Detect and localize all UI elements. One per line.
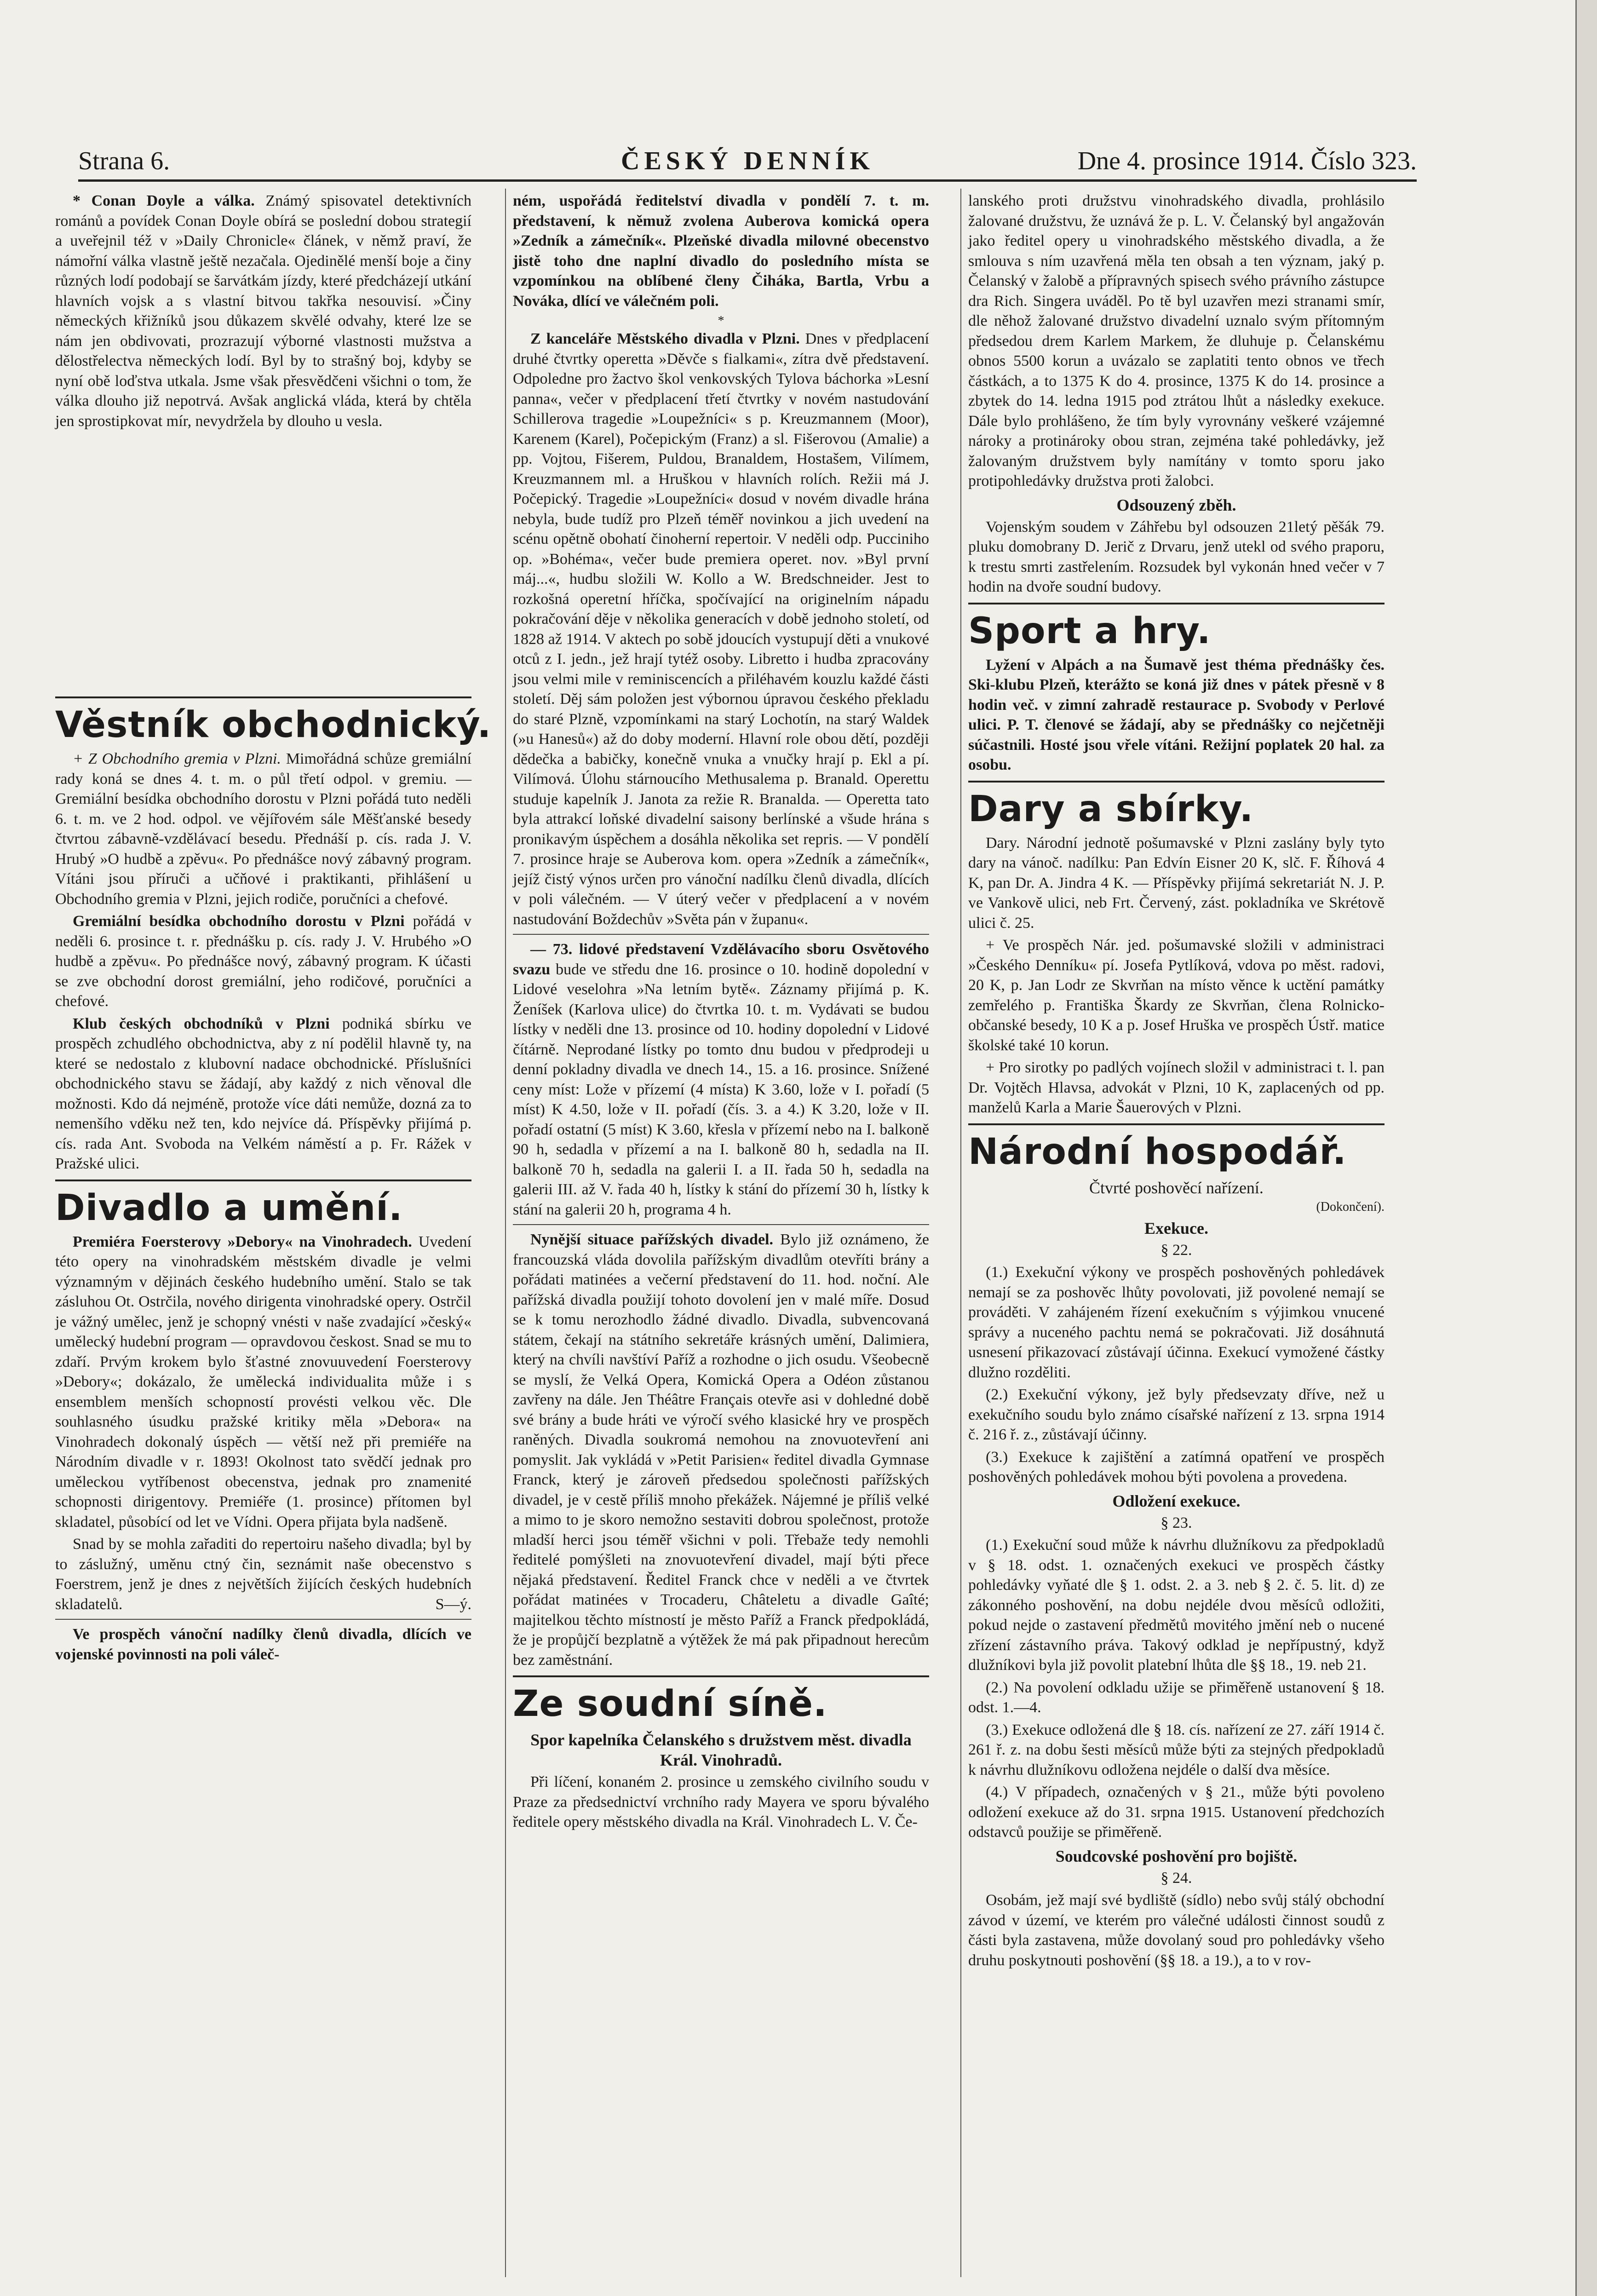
subsection-exekuce: Exekuce. <box>1144 1219 1208 1237</box>
paragraph-text: (2.) Exekuční výkony, jež byly předsevzaty dříve, než u exekučního soudu bylo známo císařské nařízení z 13. srpna 1914 č. 216 ř. z., zůstávají účinny. <box>968 1386 1384 1443</box>
column-1 <box>55 191 492 1667</box>
article-klub <box>55 1014 471 1174</box>
newspaper-title: ČESKÝ DENNÍK <box>621 147 874 175</box>
section-rule <box>968 603 1384 604</box>
article-title-ctvrte: Čtvrté poshověcí nařízení. <box>1089 1178 1264 1197</box>
article-sport: Lyžení v Alpách a na Šumavě jest théma přednášky čes. Ski-klubu Plzeň, kterážto se koná již dnes v pátek přesně v 8 hodin več. v zimní zahradě restaurace p. Svobody v Perlové ulici. P. T. členové se žádají, aby se přednášky co nejčetněji súčastnili. Hosté jsou vřele vítáni. Režijní poplatek 20 hal. za osobu. <box>968 656 1384 773</box>
article-kancelar <box>513 329 929 929</box>
article-text: pořádá v neděli 6. prosince t. r. přednášku p. cís. rady J. V. Hrubého »O hudbě a zpěvu«. Po přednášce nový, zábavný program. K účasti se zve obchodní dorost gremiální, jeho rodičové, poručníci a chefové. <box>55 913 471 1010</box>
article-text: bude ve středu dne 16. prosince o 10. hodině dopolední v Lidové veselohra »Na letním bytě«. Záznamy přijímá p. K. Ženíšek (Karlova ulice) do čtvrtka 10. t. m. Vydávati se budou lístky v neděli dne 13. prosince od 10. hodiny dopolední v Lidové čítárně. Neprodané lístky po tomto dnu budou v předprodeji u denní pokladny divadla ve dnech 14., 15. a 16. prosince. Snížené ceny míst: Lože v přízemí (4 místa) K 3.60, lože v I. pořadí (5 míst) K 4.50, lože v II. pořadí (čís. 3. a 4.) K 3.20, lože v II. pořadí ostatní (5 míst) K 3.60, křesla v přízemí nebo na I. balkoně 90 h, sedadla v přízemí a na I. balkoně 80 h, sedadla na II. balkoně 70 h, sedadla na galerii I. a II. řada 50 h, sedadla na galerii III. až V. řada 40 h, lístky k stání do přízemí 30 h, lístky k stání na galerii 20 h, programa 4 h. <box>513 961 929 1218</box>
article-text: podniká sbírku ve prospěch zchudlého obchodnictva, aby z ní podělil hlavně ty, na které se nedostalo z klubovní nadace obchodnické. Příslušníci obchodnického stavu se žádají, aby každý z nich věnoval dle možnosti. Kdo dá nejméně, protože více dáti nemůže, dozná za to nemenšího vděku než ten, kdo nejvíce dá. Příspěvky přijímá p. cís. rada Ant. Svoboda na Velkém náměstí a p. Fr. Rážek v Pražské ulici. <box>55 1015 472 1172</box>
paragraph-text: (1.) Exekuční soud může k návrhu dlužníkovu za předpokladů v § 18. odst. 1. označených exekuci ve prospěch částky pohledávky vyňaté dle § 1. odst. 2. a 3. neb § 2. č. 5. lit. d) ze zákonného poshovění, na dobu nejdéle dvou měsíců odložiti, pokud nejde o zastavení předmětů movitého jmění neb o nucené zřízení zástavního práva. Takový odklad je nepřípustný, když dlužníkovi byla již povolit platební lhůta dle §§ 18., 19. neb 21. <box>968 1536 1384 1674</box>
separator-star: * <box>718 314 724 328</box>
scan-edge <box>1577 0 1597 2296</box>
section-rule <box>513 1675 929 1677</box>
section-rule <box>968 1123 1384 1125</box>
article-title: Gremiální besídka obchodního dorostu v Plzni <box>73 913 405 930</box>
issue-date: Dne 4. prosince 1914. Číslo 323. <box>1077 147 1417 175</box>
article-title: * Conan Doyle a válka. <box>73 192 255 209</box>
article-continuation: ném, uspořádá ředitelství divadla v pondělí 7. t. m. představení, k němuž zvolena Auberova komická opera »Zedník a zámečník«. Plzeňské divadla milovné obecenstvo jistě toho dne naplní divadlo do posledního místa se vzpomínkou na oblíbené členy Čiháka, Bartla, Vrbu a Nováka, dlící ve válečném poli. <box>513 192 929 310</box>
subsection-odlozeni: Odložení exekuce. <box>1112 1491 1241 1510</box>
article-rule <box>55 1619 471 1620</box>
section-heading-vestnik: Věstník obchodnický. <box>55 704 492 746</box>
article-title-odsouzeny: Odsouzený zběh. <box>1116 495 1236 514</box>
section-rule <box>55 1180 471 1181</box>
section-heading-soudni: Ze soudní síně. <box>513 1683 827 1725</box>
paragraph-number: § 22. <box>1160 1241 1192 1259</box>
article-title: Klub českých obchodníků v Plzni <box>73 1015 330 1032</box>
article-signature: S—ý. <box>435 1595 471 1613</box>
article-text: Dnes v předplacení druhé čtvrtky operetta »Děvče s fialkami«, zítra dvě představení. Odpoledne pro žactvo škol venkovských Tylova báchorka »Lesní panna«, večer v předplacení třetí čtvrtky v novém nastudování Schillerova tragedie »Loupežníci« s p. Kreuzmannem (Moor), Karenem (Karel), Počepickým (Franz) a sl. Fišerovou (Amalie) a pp. Vojtou, Fišerem, Puldou, Branaldem, Hostašem, Vilímem, Kreuzmannem ml. a Hruškou v hlavních rolích. Režii má J. Počepický. Tragedie »Loupežníci« dosud v novém divadle hrána nebyla, bude tudíž pro Plzeň téměř novinkou a jich uvedení na scénu opětně obohatí činoherní repertoir. V neděli odp. Pucciniho op. »Bohéma«, večer bude premiera operet. nov. »Byl první máj...«, hudbu složili W. Kollo a W. Bredschneider. Jest to rozkošná operetní hříčka, spočívající na originelním nápadu pokračování děje v několika generacích v době jednoho století, od 1828 až 1914. V aktech po sobě jdoucích vystupují děti a vnukové otců z I. jedn., jež hrají tytéž osoby. Libretto i hudba zpracovány jsou velmi mile v reminiscencích a přiléhavém kouzlu každé části století. Děj sám položen jest výbornou úpravou českého překladu do staré Plzně, vzpomínkami na starý Lochotín, na starý Waldek (»u Hanesů«) až do doby moderní. Hlavní role obou dětí, později dědečka a babičky, konečně vnuka a vnučky hrají p. Ekl a pí. Vilímová. Úlohu stárnoucího Methusalema p. Branald. Operettu studuje kapelník J. Janota za režie R. Branalda. — Operetta tato byla attrakcí loňské divadelní saisony berlínské a všude hrána s pronikavým úspěchem a dosáhla několika set repris. — V pondělí 7. prosince hraje se Auberova kom. opera »Zedník a zámečník«, jejíž čistý výnos určen pro vánoční nadílku členů divadla, dlících v poli válečném. — V úterý večer v předplacení a v novém nastudování Boždechův »Světa pán v županu«. <box>513 330 929 928</box>
article-odsouzeny: Vojenským soudem v Záhřebu byl odsouzen 21letý pěšák 79. pluku domobrany D. Jerič z Drvaru, jenž utekl od svého praporu, k trestu smrti zastřelením. Rozsudek byl vykonán hned večer v 7 hodin na dvoře soudní budovy. <box>968 518 1384 595</box>
article-premiera <box>55 1232 471 1532</box>
column-2 <box>513 191 929 1835</box>
article-dary-2: + Ve prospěch Nár. jed. pošumavské složili v administraci »Českého Denníku« pí. Josefa Pytlíková, vdova po měst. radovi, 20 K, p. Jan Lodr ze Skvrňan na místo věnce k uctění památky zemřelého p. Františka Škardy ze Skvrňan, člena Rolnicko-občanské besedy, 10 K a p. Josef Hruška ve prospěch Ústř. matice školské také 10 korun. <box>968 937 1384 1054</box>
article-besidka <box>55 911 471 1012</box>
paragraph-text: (4.) V případech, označených v § 21., může býti povoleno odložení exekuce až do 31. srpna 1915. Ustanovení předchozích odstavců použije se přiměřeně. <box>968 1784 1384 1841</box>
article-gremium <box>55 749 471 909</box>
article-text: Snad by se mohla zařaditi do repertoiru našeho divadla; byl by to záslužný, uměnu ctný čin, seznámit naše obecenstvo s Foerstrem, jenž je dnes z největších žijících českých hudebních skladatelů. <box>55 1536 471 1613</box>
article-dary: Dary. Národní jednotě pošumavské v Plzni zaslány byly tyto dary na vánoč. nadílku: Pan Edvín Eisner 20 K, slč. F. Říhová 4 K, pan Dr. A. Jindra 4 K. — Příspěvky přijímá sekretariát N. J. P. ve Vankově ulici, neb Frt. Červený, zást. pokladníka ve Skrétově ulici č. 25. <box>968 834 1384 932</box>
paragraph-text: (3.) Exekuce odložená dle § 18. cís. nařízení ze 27. září 1914 č. 261 ř. z. na dobu šesti měsíců může býti za stejných předpokladů k návrhu dlužníkovu odložena nejdéle o další dva měsíce. <box>968 1721 1384 1778</box>
article-pariz <box>513 1230 929 1670</box>
scan-edge-line <box>1575 0 1577 2296</box>
article-text: Známý spisovatel detektivních románů a povídek Conan Doyle obírá se poslední dobou strategií a uveřejnil též v »Daily Chronicle« článek, v němž praví, že námořní válka vlastně ještě nezačala. Ojedinělé menší boje a činy různých lodí podobají se šarvátkám jízdy, které předcházejí utkání hlavních vojsk a s vlastní bitvou takřka nesouvisí. »Činy německých křižníků jsou důkazem skvělé odvahy, které lze se nám jen obdivovati, prozrazují výborné vlastnosti mužstva a dělostřelectva německých lodí. Byl by to strašný boj, kdyby se nyní obě loďstva utkala. Jsme však přesvědčeni všichni o tom, že válka dlouho již nepotrvá. Avšak anglická vláda, která by chtěla jen sprostipkovat mír, nevydržela by dlouho u vesla. <box>55 192 472 430</box>
article-title: + Z Obchodního gremia v Plzni. <box>73 750 281 767</box>
page-header <box>78 146 1417 178</box>
page-number: Strana 6. <box>78 147 170 175</box>
article-title: — 73. lidové představení Vzdělávacího sboru Osvětového svazu <box>513 941 929 978</box>
article-title: Nynější situace pařížských divadel. <box>530 1231 773 1248</box>
paragraph-number: § 23. <box>1160 1514 1192 1531</box>
article-dary-3: + Pro sirotky po padlých vojínech složil v administraci t. l. pan Dr. Vojtěch Hlavsa, advokát v Plzni, 10 K, zaplacených od pp. manželů Karla a Marie Šauerových v Plzni. <box>968 1059 1384 1116</box>
continued-note: (Dokončení). <box>1316 1199 1384 1214</box>
paragraph-text: (2.) Na povolení odkladu užije se přiměřeně ustanovení § 18. odst. 1.—4. <box>968 1679 1384 1716</box>
article-vanocni: Ve prospěch vánoční nadílky členů divadla, dlících ve vojenské povinnosti na poli váleč- <box>55 1626 471 1663</box>
article-continuation: lanského proti družstvu vinohradského divadla, prohlásilo žalované družstvu, že uznává že p. L. V. Čelanský byl angažován jako ředitel opery u vinohradského městského divadla, a že smlouva s ním uzavřená měla ten obsah a ten význam, jaký p. Čelanský v žalobě a přípravných spisech svého právního zástupce dra Rich. Singera uváděl. Po tě byl uzavřen mezi stranami smír, dle něhož žalované družstvo divadelní uznalo svým přítomným předsedou drem Karlem Markem, že dluhuje p. Čelanskému obnos 5500 korun a uvázalo se zaplatiti tento obnos ve třech částkách, a to 1375 K do 4. prosince, 1375 K do 14. prosince a zbytek do 14. ledna 1915 pod ztrátou lhůt a následky exekuce. Dále bylo prohlášeno, že tím byly vyrovnány veškeré vzájemné nároky a protinároky obou stran, zejména také pohledávky, jež žalovaným družstvem byly namítány v tomto sporu jako protipohledávky družstva proti žalobci. <box>968 192 1384 489</box>
article-rule <box>513 934 929 935</box>
column-3 <box>968 191 1384 1973</box>
section-heading-narodni: Národní hospodář. <box>968 1131 1347 1173</box>
article-spor: Při líčení, konaném 2. prosince u zemského civilního soudu v Praze za předsednictví vrchního rady Mayera ve sporu bývalého ředitele opery městského divadla na Král. Vinohradech L. V. Če- <box>513 1773 929 1830</box>
section-heading-divadlo: Divadlo a umění. <box>55 1187 403 1229</box>
subsection-soudcovske: Soudcovské poshovění pro bojiště. <box>1055 1847 1298 1865</box>
column-separator <box>505 189 506 2277</box>
article-rule <box>513 1224 929 1225</box>
article-title: Premiéra Foersterovy »Debory« na Vinohradech. <box>73 1233 412 1250</box>
blank-space <box>55 433 471 691</box>
article-premiera-cont <box>55 1534 471 1614</box>
article-text: Mimořádná schůze gremiální rady koná se dnes 4. t. m. o půl třetí odpol. v gremiu. — Gremiální besídka obchodního dorostu v Plzni pořádá tuto neděli 6. t. m. ve 2 hod. odpol. ve vějířovém sále Měšťanské besedy čtvrtou zábavně-vzdělávací besedu. Přednáší p. cís. rada J. V. Hrubý »O hudbě a zpěvu«. Po přednášce nový zábavný program. Vítáni jsou příruči a učňové i praktikanti, přihlášení u Obchodního gremia v Plzni, jejich rodiče, poručníci a chefové. <box>55 750 472 908</box>
article-vzdelavaci <box>513 939 929 1220</box>
header-rule <box>78 179 1417 182</box>
paragraph-text: Osobám, jež mají své bydliště (sídlo) nebo svůj stálý obchodní závod v území, ve kterém pro válečné události činnost soudů z části byla zastavena, může dovolaný soud pro pohledávky všeho druhu poskytnouti poshovění (§§ 18. a 19.), a to v rov- <box>968 1892 1384 1969</box>
article-conan-doyle <box>55 191 471 431</box>
article-title-spor: Spor kapelníka Čelanského s družstvem měst. divadla Král. Vinohradů. <box>530 1731 912 1769</box>
paragraph-number: § 24. <box>1160 1869 1192 1887</box>
article-text: Uvedení této opery na vinohradském městském divadle je velmi významným v dějinách českého hudebního umění. Stalo se tak zásluhou Ot. Ostrčila, nového dirigenta vinohradské opery. Ostrčil je vážný umělec, jenž je schopný vnésti v naše zvadající »český« umělecký hudební program — opravdovou českost. Snad se mu to zdaří. Prvým krokem bylo šťastné znovuuvedení Foersterovy »Debory«; dokázalo, že umělecká individualita může i s ensemblem menších schopností provésti velkou věc. Dle souhlasného úsudku pražské kritiky měla »Debora« na Vinohradech dokonalý úspěch — větší než při premiéře na Národním divadle v r. 1893! Okolnost tato svědčí jednak pro uměleckou vytříbenost obecenstva, jednak pro znamenité schopnosti dirigentovy. Premiéře (1. prosince) přítomen byl skladatel, působící od let ve Vídni. Opera přijata byla nadšeně. <box>55 1233 471 1531</box>
paragraph-text: (3.) Exekuce k zajištění a zatímná opatření ve prospěch poshověných pohledávek mohou býti povolena a provedena. <box>968 1448 1384 1485</box>
section-heading-sport: Sport a hry. <box>968 610 1211 652</box>
section-rule <box>968 781 1384 783</box>
paragraph-text: (1.) Exekuční výkony ve prospěch poshověných pohledávek nemají se za poshověc lhůty povolovati, již povolené nemají se prováděti. V zahájeném řízení exekučním s výjimkou vnucené správy a nuceného pachtu nemá se pokračovati. Již dosáhnutá usnesení přikazovací zůstávají účinna. Exekucí vymožené částky dlužno rozděliti. <box>968 1264 1384 1381</box>
article-text: Bylo již oznámeno, že francouzská vláda dovolila pařížským divadlům otevříti brány a pořádati matinées a večerní představení do 11. hod. noční. Ale pařížská divadla použijí tohoto dovolení jen v malé míře. Dosud se k tomu nerozhodlo žádné divadlo. Divadla, subvencovaná státem, čekají na státního sekretáře krásných umění, Dalimiera, který na chvíli navštíví Paříž a rozhodne o jich osudu. Všeobecně se myslí, že Velká Opera, Komická Opera a Odéon zůstanou zavřeny na dále. Jen Théâtre Français otevře asi v dohledné době své brány a bude hráti ve výročí svého klasické hry ve prospěch raněných. Divadla soukromá nemohou na znovuotevření ani pomyslit. Jak vykládá v »Petit Parisien« ředitel divadla Gymnase Franck, který je zároveň předsedou společnosti pařížských divadel, je v cestě příliš mnoho překážek. Nájemné je příliš velké a mimo to je skoro nemožno sestaviti dobrou společnost, protože mladší herci jsou téměř všichni v poli. Třebaže tedy nemohli ředitelé pomýšleti na znovuotevření divadel, mají býti přece nějaká představení. Ředitel Franck chce v neděli a ve čtvrtek pořádat matinées v Trocaderu, Châteletu a divadle Gaîté; majitelkou těchto místností je město Paříž a Franck předpokládá, že je propůjčí bezplatně a výtěžek že má pak připadnout herecům bez zaměstnání. <box>513 1231 930 1669</box>
section-rule <box>55 696 471 698</box>
section-heading-dary: Dary a sbírky. <box>968 788 1254 830</box>
article-title: Z kanceláře Městského divadla v Plzni. <box>530 330 800 347</box>
column-separator <box>960 189 961 2277</box>
